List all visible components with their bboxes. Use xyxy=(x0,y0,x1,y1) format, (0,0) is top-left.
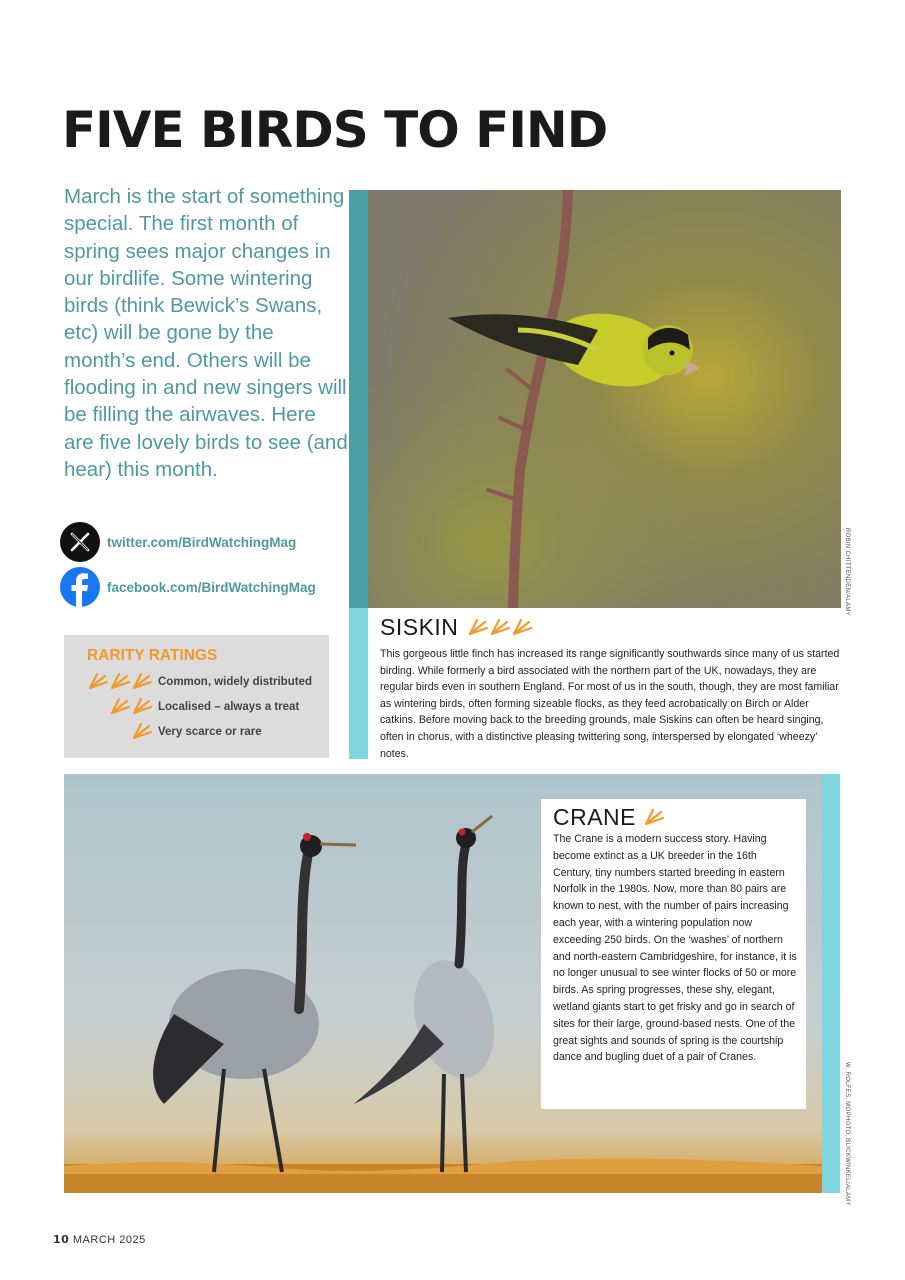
crane-text-box xyxy=(541,799,806,1109)
bird-foot-icon xyxy=(132,723,154,740)
bird-foot-icon xyxy=(644,809,666,826)
twitter-link-label: twitter.com/BirdWatchingMag xyxy=(107,534,297,550)
crane-heading xyxy=(553,804,666,831)
rarity-label: Very scarce or rare xyxy=(158,725,262,738)
rarity-ratings-title: RARITY RATINGS xyxy=(87,647,218,664)
bird-foot-icon xyxy=(132,698,154,715)
crane-photo-credit: W. ROLFES, MOPHOTO, BLICKWINKEL/ALAMY xyxy=(844,1062,850,1206)
x-logo-icon xyxy=(60,522,100,562)
page-footer xyxy=(53,1233,146,1246)
siskin-description: This gorgeous little finch has increased its range significantly southwards since many of us started birding. While formerly a bird associated with the northern part of the UK, nowadays, they are regular birds even in southern England. For most of us in the south, though, they are most familiar as wintering birds, often forming sizeable flocks, as they feed acrobatically on Birch or Alder catkins. Before moving back to the breeding grounds, male Siskins can often be heard singing, often in chorus, with a distinctive pleasing twittering song, interspersed by elongated ‘wheezy’ notes. xyxy=(380,648,840,760)
intro-paragraph: March is the start of something special. The first month of spring sees major changes in our birdlife. Some wintering birds (think Bewick’s Swans, etc) will be gone by the month’s end. Others will be flooding in and new singers will be filling the airwaves. Here are five lovely birds to see (and hear) this month. xyxy=(64,185,348,481)
crane-description: The Crane is a modern success story. Having become extinct as a UK breeder in the 16th Century, tiny numbers started breeding in eastern Norfolk in the 1980s. Now, more than 80 pairs are known to nest, with the number of pairs increasing each year, with a wintering population now exceeding 250 birds. On the ‘washes’ of northern and north-eastern Cambridgeshire, for instance, it is no longer unusual to see winter flocks of 50 or more birds. As spring progresses, these shy, elegant, wetland giants start to get frisky and go in search of sites for their large, ground-based nests. One of the great sights and sounds of spring is the courtship dance and bugling duet of a pair of Cranes. xyxy=(553,833,797,1064)
facebook-link[interactable] xyxy=(60,567,316,607)
rarity-label: Common, widely distributed xyxy=(158,675,312,688)
crane-accent-bar xyxy=(822,774,840,1193)
rating-feet-2 xyxy=(64,698,154,715)
rarity-row-localised xyxy=(64,698,299,715)
bird-foot-icon xyxy=(88,673,110,690)
siskin-rating xyxy=(468,619,534,636)
siskin-accent-bar xyxy=(349,190,368,608)
facebook-link-label: facebook.com/BirdWatchingMag xyxy=(107,579,316,595)
crane-name: CRANE xyxy=(553,804,637,830)
bird-foot-icon xyxy=(490,619,512,636)
siskin-accent-bar-light xyxy=(349,608,368,759)
issue-date: MARCH 2025 xyxy=(72,1234,146,1246)
bird-foot-icon xyxy=(512,619,534,636)
rarity-label: Localised – always a treat xyxy=(158,700,300,713)
rarity-row-rare xyxy=(64,723,262,740)
crane-rating xyxy=(644,809,666,826)
rating-feet-1 xyxy=(64,723,154,740)
siskin-name: SISKIN xyxy=(380,614,459,640)
bird-foot-icon xyxy=(110,698,132,715)
page-title: FIVE BIRDS TO FIND xyxy=(62,101,608,159)
rating-feet-3 xyxy=(64,673,154,690)
rarity-ratings-box xyxy=(64,635,329,758)
siskin-photo-credit: ROBIN CHITTENDEN/ALAMY xyxy=(844,528,850,616)
bird-foot-icon xyxy=(468,619,490,636)
siskin-photo xyxy=(368,190,841,608)
bird-foot-icon xyxy=(110,673,132,690)
bird-foot-icon xyxy=(132,673,154,690)
twitter-link[interactable] xyxy=(60,522,296,562)
rarity-row-common xyxy=(64,673,312,690)
siskin-heading xyxy=(380,614,534,641)
facebook-logo-icon xyxy=(60,567,100,607)
page-number: 10 xyxy=(53,1233,70,1246)
